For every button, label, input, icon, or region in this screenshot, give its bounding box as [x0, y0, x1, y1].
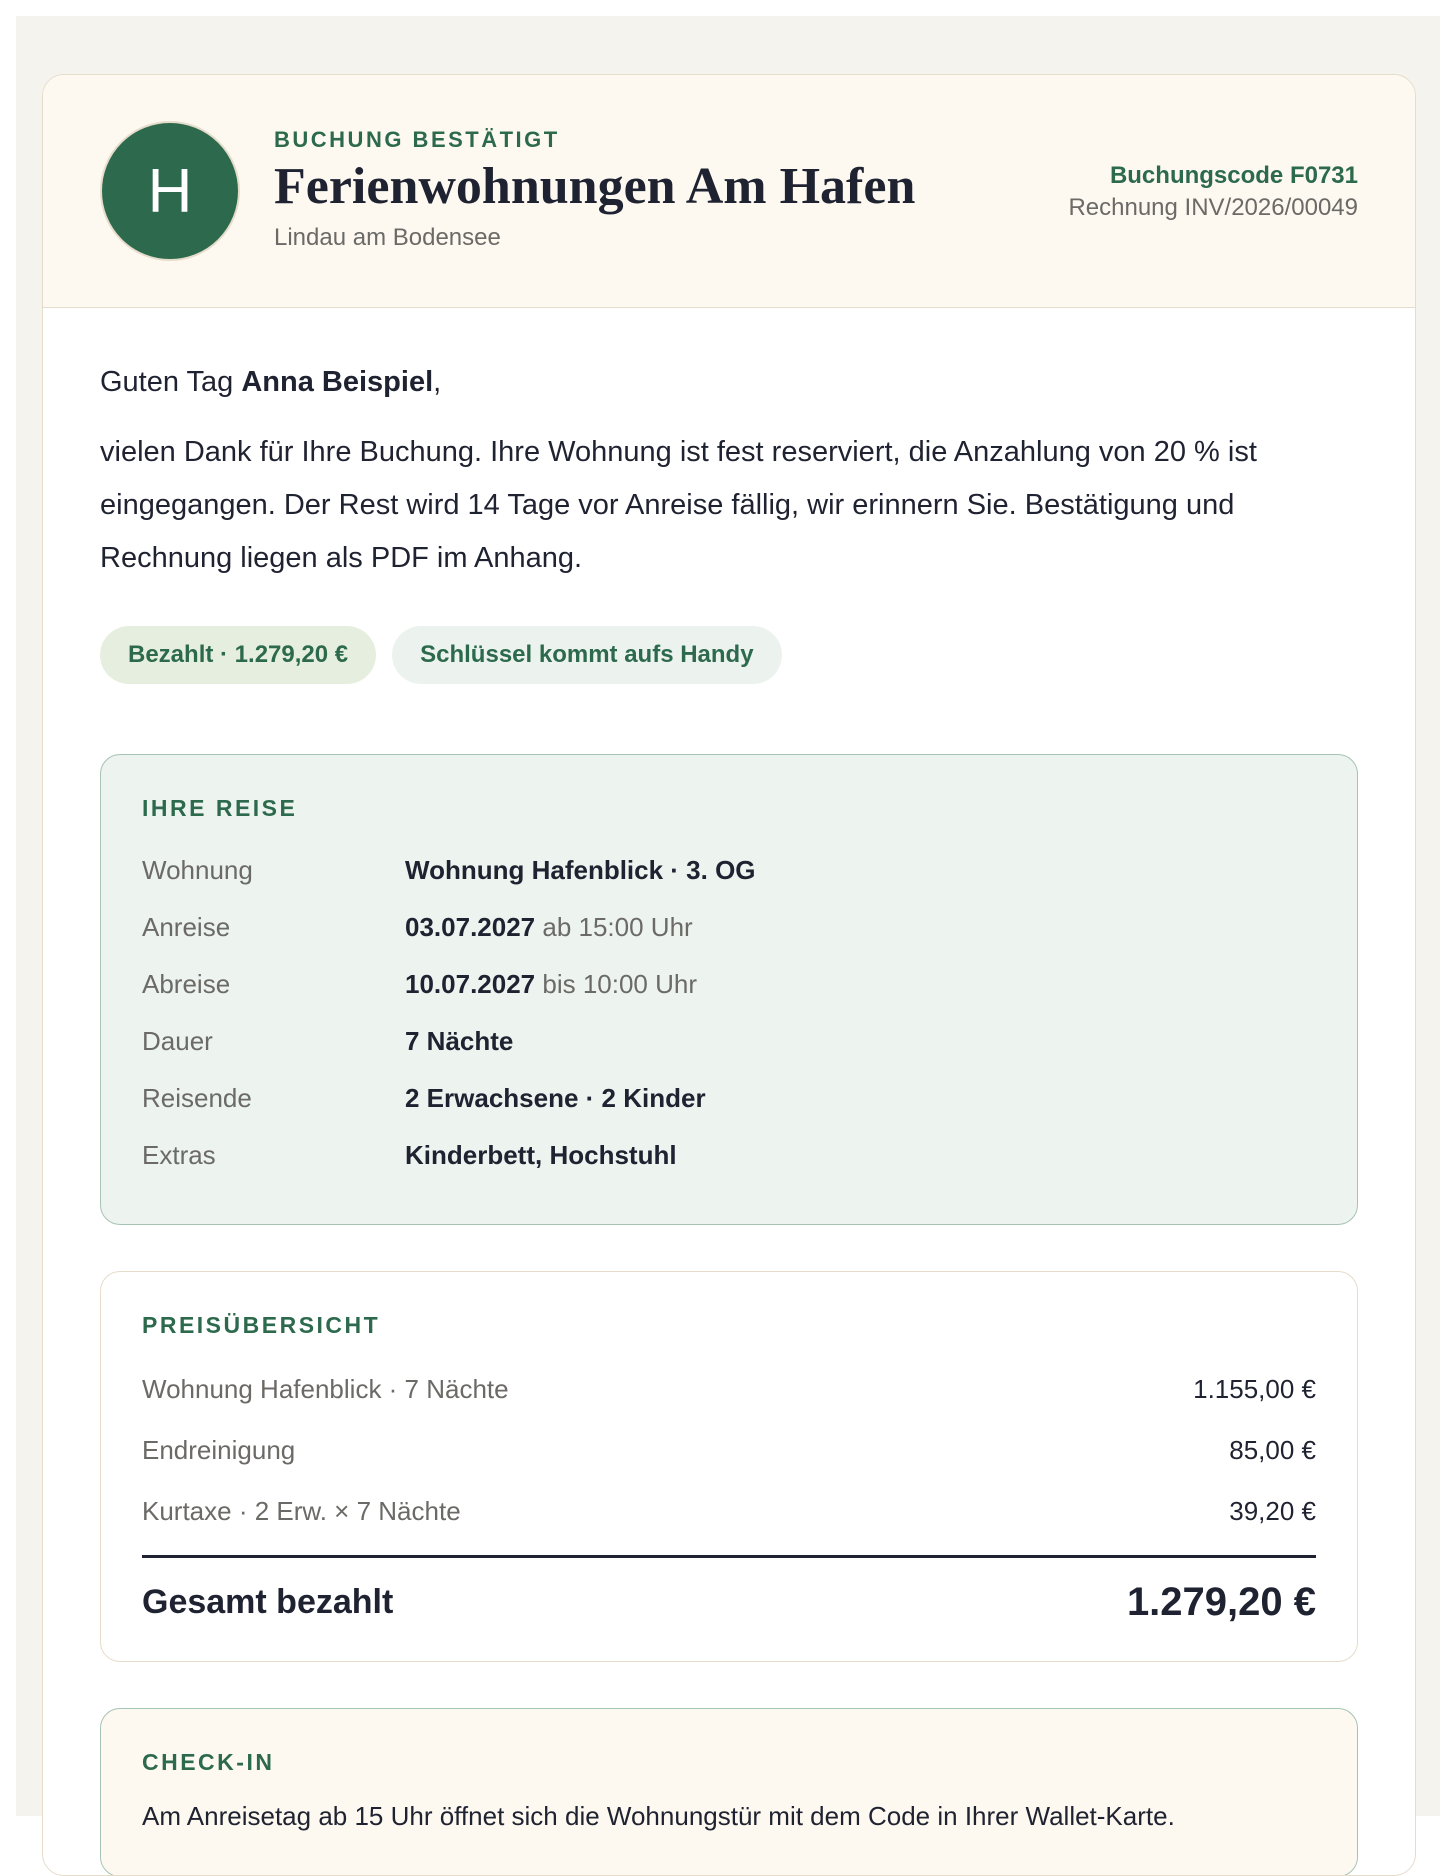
price-row	[142, 1420, 1316, 1481]
trip-label: Wohnung	[142, 855, 253, 885]
total-label: Gesamt bezahlt	[142, 1583, 394, 1621]
greeting-prefix: Guten Tag	[100, 366, 242, 398]
trip-value-main: 2 Erwachsene · 2 Kinder	[405, 1083, 706, 1113]
trip-label: Dauer	[142, 1026, 213, 1056]
mobile-key-badge: Schlüssel kommt aufs Handy	[392, 626, 781, 684]
trip-row-extras	[142, 1127, 1316, 1184]
price-section-title: PREISÜBERSICHT	[142, 1312, 381, 1338]
price-amount: 1.155,00 €	[1193, 1374, 1316, 1404]
trip-label: Reisende	[142, 1083, 252, 1113]
trip-value	[405, 969, 697, 1000]
price-label: Wohnung Hafenblick · 7 Nächte	[142, 1374, 509, 1404]
hotel-name: Ferienwohnungen Am Hafen	[274, 158, 916, 215]
hotel-logo: H	[100, 121, 240, 261]
booking-code: Buchungscode F0731	[1109, 162, 1358, 189]
guest-name: Anna Beispiel	[241, 366, 434, 398]
booking-status-eyebrow: BUCHUNG BESTÄTIGT	[274, 127, 560, 152]
price-label: Kurtaxe · 2 Erw. × 7 Nächte	[142, 1496, 461, 1526]
price-row	[142, 1481, 1316, 1542]
hotel-location: Lindau am Bodensee	[274, 224, 501, 251]
trip-label: Abreise	[142, 969, 231, 999]
status-badges	[100, 626, 1358, 684]
checkin-instructions: Am Anreisetag ab 15 Uhr öffnet sich die Wohnungstür mit dem Code in Ihrer Wallet-Karte.	[142, 1801, 1175, 1831]
email-background	[16, 16, 1440, 1831]
booking-reference	[1068, 162, 1358, 222]
trip-label: Extras	[142, 1140, 216, 1170]
paid-badge: Bezahlt · 1.279,20 €	[100, 626, 376, 684]
trip-value-extra: ab 15:00 Uhr	[535, 912, 693, 942]
trip-value-main: Kinderbett, Hochstuhl	[405, 1140, 677, 1170]
trip-value-main: Wohnung Hafenblick · 3. OG	[405, 855, 756, 885]
checkin-section-title: CHECK-IN	[142, 1749, 275, 1775]
trip-row-travelers	[142, 1070, 1316, 1127]
price-amount: 39,20 €	[1229, 1496, 1316, 1526]
email-header	[43, 75, 1415, 308]
price-label: Endreinigung	[142, 1435, 296, 1465]
trip-value	[405, 855, 756, 886]
trip-details-panel	[100, 754, 1358, 1225]
checkin-panel	[100, 1708, 1358, 1876]
trip-row-arrival	[142, 899, 1316, 956]
header-text	[274, 127, 915, 252]
confirmation-message: vielen Dank für Ihre Buchung. Ihre Wohnung ist fest reserviert, die Anzahlung von 20 % ist eingegangen. Der Rest wird 14 Tage vor Anreise fällig, wir erinnern Sie. Bestätigung und Rechnung liegen als PDF im Anhang.	[100, 436, 1257, 574]
trip-row-departure	[142, 956, 1316, 1013]
total-amount: 1.279,20 €	[1126, 1580, 1316, 1624]
price-overview-panel	[100, 1271, 1358, 1662]
trip-value-extra: bis 10:00 Uhr	[535, 969, 698, 999]
trip-value	[405, 1140, 677, 1171]
trip-value	[405, 1026, 513, 1057]
price-amount: 85,00 €	[1229, 1435, 1316, 1465]
trip-value-main: 7 Nächte	[405, 1026, 514, 1056]
trip-row-duration	[142, 1013, 1316, 1070]
trip-row-apartment	[142, 842, 1316, 899]
trip-label: Anreise	[142, 912, 231, 942]
email-body	[43, 366, 1415, 1876]
total-row	[142, 1580, 1316, 1625]
greeting-suffix: ,	[433, 366, 442, 398]
booking-confirmation-card	[42, 74, 1416, 1876]
trip-value-main: 03.07.2027	[405, 912, 536, 942]
trip-section-title: IHRE REISE	[142, 795, 298, 821]
trip-value	[405, 912, 693, 943]
invoice-number: Rechnung INV/2026/00049	[1068, 194, 1358, 221]
greeting	[100, 366, 1358, 399]
total-divider	[142, 1555, 1316, 1558]
trip-value	[405, 1083, 706, 1114]
trip-value-main: 10.07.2027	[405, 969, 536, 999]
price-row	[142, 1359, 1316, 1420]
